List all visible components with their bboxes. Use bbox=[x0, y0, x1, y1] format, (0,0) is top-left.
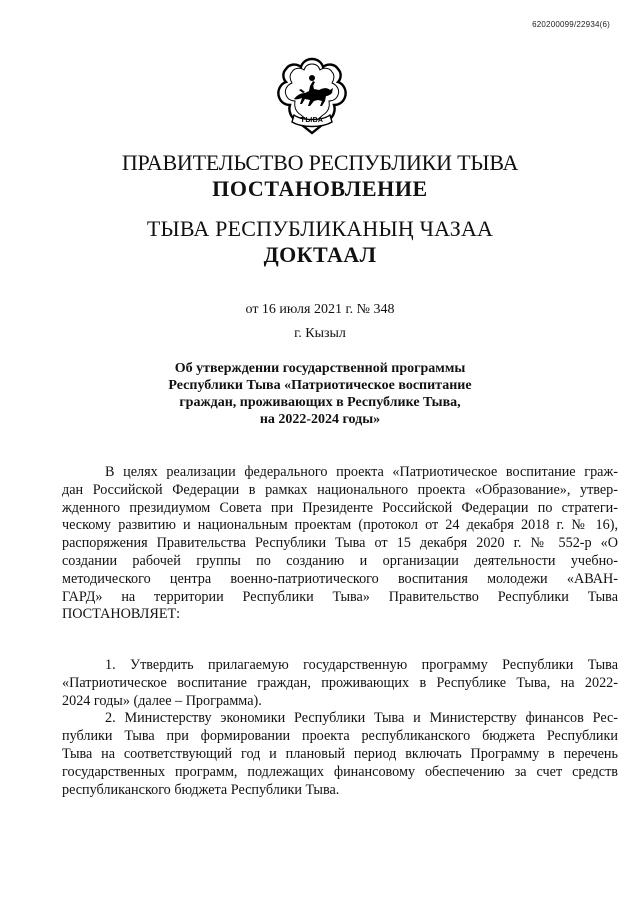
item-2-line: государственных программ, подлежащих финансовому обеспечению за счет средств bbox=[62, 763, 618, 780]
document-reference-number: 620200099/22934(6) bbox=[532, 20, 610, 29]
paragraph-line: методического центра военно-патриотического воспитания молодежи «АВАН- bbox=[62, 570, 618, 587]
document-type-tuvan: ДОКТААЛ bbox=[263, 242, 377, 267]
item-1-line: 1. Утвердить прилагаемую государственную программу Республики Тыва bbox=[105, 657, 618, 673]
title-line: граждан, проживающих в Республике Тыва, bbox=[179, 395, 461, 410]
paragraph-line: ГАРД» на территории Республики Тыва» Правительство Республики Тыва bbox=[62, 588, 618, 605]
emblem-banner-text: ТЫВА bbox=[300, 117, 324, 124]
document-date-number: от 16 июля 2021 г. № 348 bbox=[245, 302, 395, 317]
paragraph-line: распоряжения Правительства Республики Тыва от 15 декабря 2020 г. № 552-р «О bbox=[62, 535, 618, 552]
coat-of-arms-emblem bbox=[272, 55, 352, 141]
government-name-tuvan: ТЫВА РЕСПУБЛИКАНЫҢ ЧАЗАА bbox=[146, 216, 494, 241]
document-type-russian: ПОСТАНОВЛЕНИЕ bbox=[212, 176, 428, 201]
item-2-line: публики Тыва при формировании проекта республиканского бюджета Республики bbox=[62, 728, 618, 745]
preamble-paragraph bbox=[62, 464, 618, 624]
paragraph-line: создании рабочей группы по созданию и организации деятельности учебно- bbox=[62, 552, 618, 569]
paragraph-line: дан Российской Федерации в рамках национального проекта «Образование», утвер- bbox=[62, 481, 618, 498]
title-line: на 2022-2024 годы» bbox=[259, 412, 381, 427]
item-2-line: Тыва на соответствующий год и плановый период включать Программу в перечень bbox=[62, 745, 618, 762]
title-line: Об утверждении государственной программы bbox=[174, 361, 466, 376]
item-2-line: республиканского бюджета Республики Тыва. bbox=[62, 781, 340, 798]
government-name-russian: ПРАВИТЕЛЬСТВО РЕСПУБЛИКИ ТЫВА bbox=[121, 150, 519, 175]
title-line: Республики Тыва «Патриотическое воспитание bbox=[168, 378, 472, 393]
document-city: г. Кызыл bbox=[294, 326, 346, 341]
paragraph-line: жденного президиумом Совета при Президенте Российской Федерации по стратеги- bbox=[62, 499, 618, 516]
paragraph-line: ческому развитию и национальным проектам (протокол от 24 декабря 2018 г. № 16), bbox=[62, 517, 618, 534]
item-1-line: «Патриотическое воспитание граждан, проживающих в Республике Тыва, на 2022- bbox=[62, 674, 618, 691]
item-2-line: 2. Министерству экономики Республики Тыва и Министерству финансов Рес- bbox=[105, 710, 618, 727]
paragraph-line: В целях реализации федерального проекта «Патриотическое воспитание граж- bbox=[105, 464, 618, 480]
item-1-line: 2024 годы» (далее – Программа). bbox=[62, 692, 262, 709]
document-title bbox=[160, 360, 480, 428]
resolution-items bbox=[62, 657, 618, 799]
paragraph-line: ПОСТАНОВЛЯЕТ: bbox=[62, 606, 181, 623]
